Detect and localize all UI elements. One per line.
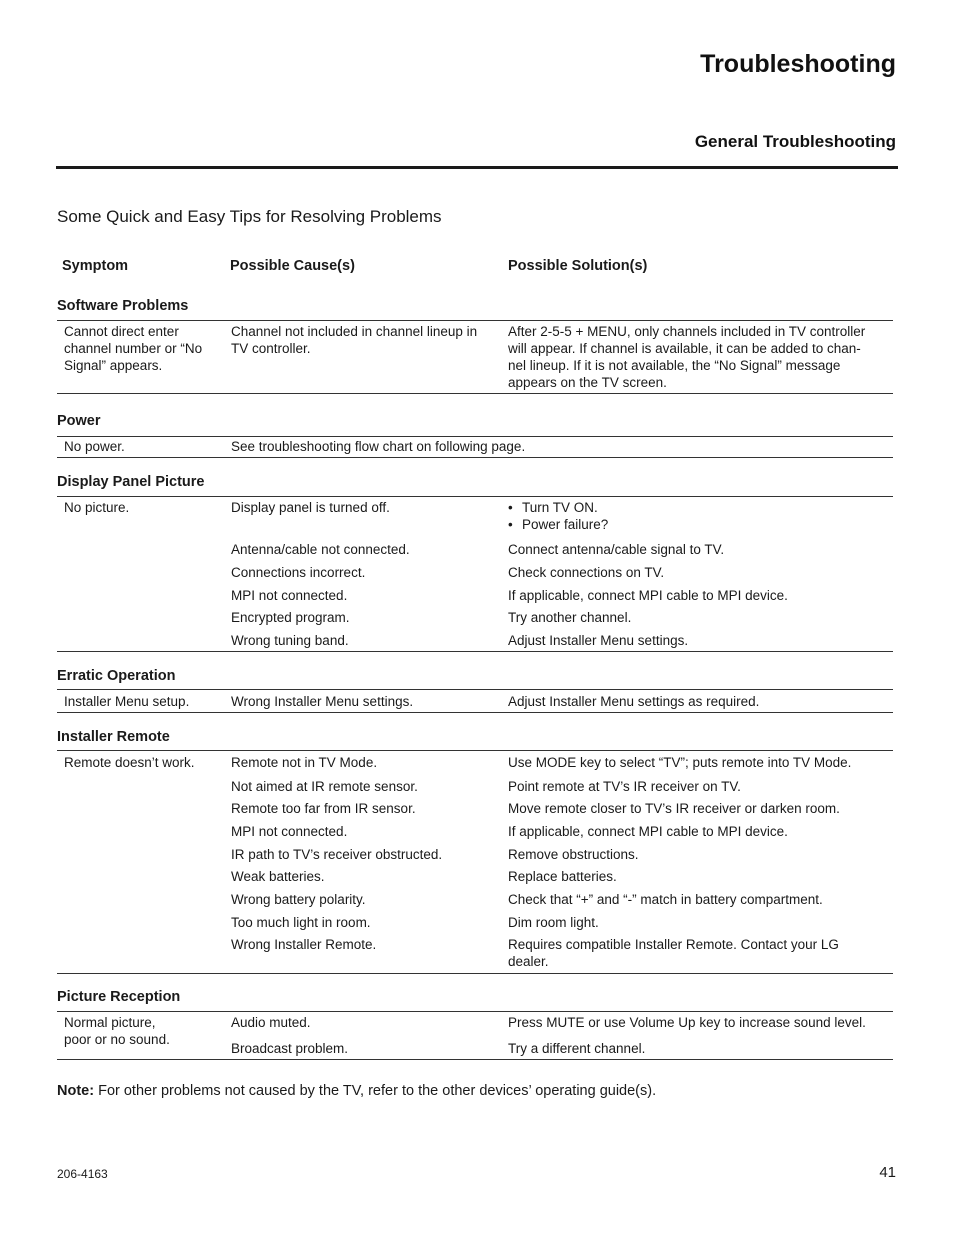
solution-line: Check that “+” and “-” match in battery compartment. [508,892,823,907]
group-bottom-rule [57,393,893,394]
cause-cell [231,914,371,931]
solution-line: appears on the TV screen. [508,375,667,390]
cause-line: Not aimed at IR remote sensor. [231,779,418,794]
symptom-line: Normal picture, [64,1015,156,1030]
cause-cell [231,754,377,771]
group-top-rule [57,320,893,321]
column-header-cause: Possible Cause(s) [230,258,355,274]
symptom-cell [64,323,202,374]
group-title: Display Panel Picture [57,474,205,490]
cause-cell [231,891,366,908]
solution-cell [508,891,823,908]
symptom-line: poor or no sound. [64,1032,170,1047]
solution-line: Remove obstructions. [508,847,639,862]
header-rule [56,166,898,169]
solution-cell [508,564,664,581]
solution-cell [508,936,839,970]
symptom-line: No power. [64,439,125,454]
solution-line: nel lineup. If it is not available, the “No Signal” message [508,358,841,373]
symptom-line: No picture. [64,500,130,515]
solution-cell [508,846,639,863]
solution-line: Try another channel. [508,610,632,625]
group-top-rule [57,689,893,690]
cause-cell [231,609,350,626]
cause-line: IR path to TV’s receiver obstructed. [231,847,443,862]
solution-cell [508,587,788,604]
solution-line: Adjust Installer Menu settings. [508,633,689,648]
solution-cell [508,778,741,795]
cause-cell [231,868,325,885]
cause-line: See troubleshooting flow chart on following page. [231,439,526,454]
note-label: Note: [57,1083,95,1099]
cause-line: Remote not in TV Mode. [231,755,378,770]
solution-cell [508,914,599,931]
cause-cell [231,499,390,516]
solution-line: Try a different channel. [508,1041,646,1056]
solution-cell [508,541,724,558]
cause-cell [231,1014,311,1031]
symptom-line: Remote doesn’t work. [64,755,195,770]
cause-line: Antenna/cable not connected. [231,542,410,557]
cause-line: Remote too far from IR sensor. [231,801,416,816]
cause-cell [231,438,525,455]
solution-line: Adjust Installer Menu settings as required. [508,694,760,709]
solution-cell [508,693,759,710]
bullet-text: Turn TV ON. [522,500,598,515]
group-top-rule [57,496,893,497]
bullet-item [508,516,608,533]
group-title: Picture Reception [57,989,181,1005]
cause-line: Connections incorrect. [231,565,366,580]
solution-cell [508,609,631,626]
group-bottom-rule [57,973,893,974]
cause-line: MPI not connected. [231,824,348,839]
cause-cell [231,846,442,863]
cause-line: TV controller. [231,341,311,356]
symptom-line: channel number or “No [64,341,203,356]
cause-line: Wrong tuning band. [231,633,349,648]
column-header-symptom: Symptom [62,258,129,274]
solution-line: Check connections on TV. [508,565,665,580]
cause-cell [231,693,413,710]
cause-cell [231,778,418,795]
group-bottom-rule [57,651,893,652]
cause-cell [231,323,477,357]
cause-cell [231,632,349,649]
solution-cell [508,632,688,649]
solution-cell [508,754,851,771]
cause-line: Wrong Installer Menu settings. [231,694,414,709]
page-number: 41 [879,1164,896,1181]
solution-cell [508,1014,866,1031]
note-text: For other problems not caused by the TV, refer to the other devices’ operating guide(s). [94,1083,657,1099]
note [57,1083,656,1099]
solution-cell [508,1040,645,1057]
group-title: Installer Remote [57,729,170,745]
bullet-icon: • [508,517,513,532]
solution-line: If applicable, connect MPI cable to MPI device. [508,588,788,603]
group-bottom-rule [57,712,893,713]
solution-line: Connect antenna/cable signal to TV. [508,542,725,557]
cause-line: Wrong battery polarity. [231,892,366,907]
bullet-text: Power failure? [522,517,609,532]
cause-cell [231,1040,348,1057]
cause-line: Wrong Installer Remote. [231,937,377,952]
cause-cell [231,587,347,604]
solution-cell [508,823,788,840]
solution-line: If applicable, connect MPI cable to MPI device. [508,824,788,839]
solution-line: Replace batteries. [508,869,617,884]
solution-line: will appear. If channel is available, it can be added to chan- [508,341,861,356]
symptom-cell [64,693,189,710]
symptom-cell [64,499,129,516]
symptom-cell [64,754,195,771]
cause-line: Weak batteries. [231,869,325,884]
section-title: General Troubleshooting [694,132,896,151]
cause-cell [231,564,365,581]
cause-line: Channel not included in channel lineup in [231,324,478,339]
solution-line: After 2-5-5 + MENU, only channels included in TV controller [508,324,866,339]
cause-line: Encrypted program. [231,610,350,625]
group-title: Power [57,413,101,429]
cause-line: Display panel is turned off. [231,500,390,515]
solution-cell [508,499,608,533]
page-title: Troubleshooting [700,50,896,78]
group-title: Erratic Operation [57,668,176,684]
cause-cell [231,541,410,558]
group-top-rule [57,1011,893,1012]
solution-line: Requires compatible Installer Remote. Contact your LG [508,937,839,952]
solution-line: Point remote at TV’s IR receiver on TV. [508,779,741,794]
group-bottom-rule [57,457,893,458]
document-number: 206-4163 [57,1167,108,1181]
cause-line: Audio muted. [231,1015,311,1030]
solution-line: dealer. [508,954,549,969]
symptom-line: Installer Menu setup. [64,694,190,709]
solution-line: Press MUTE or use Volume Up key to increase sound level. [508,1015,866,1030]
cause-line: MPI not connected. [231,588,348,603]
solution-cell [508,868,617,885]
solution-line: Move remote closer to TV’s IR receiver or darken room. [508,801,840,816]
cause-cell [231,800,416,817]
symptom-cell [64,1014,170,1048]
solution-line: Use MODE key to select “TV”; puts remote into TV Mode. [508,755,852,770]
bullet-item [508,499,608,516]
bullet-icon: • [508,500,513,515]
group-title: Software Problems [57,298,189,314]
cause-line: Too much light in room. [231,915,371,930]
cause-cell [231,936,376,953]
subtitle: Some Quick and Easy Tips for Resolving Problems [57,207,442,226]
symptom-cell [64,438,125,455]
column-header-solution: Possible Solution(s) [508,258,648,274]
symptom-line: Cannot direct enter [64,324,179,339]
group-bottom-rule [57,1059,893,1060]
cause-line: Broadcast problem. [231,1041,349,1056]
group-top-rule [57,436,893,437]
symptom-line: Signal” appears. [64,358,163,373]
solution-line: Dim room light. [508,915,599,930]
cause-cell [231,823,347,840]
solution-cell [508,800,840,817]
group-top-rule [57,750,893,751]
solution-cell [508,323,865,391]
